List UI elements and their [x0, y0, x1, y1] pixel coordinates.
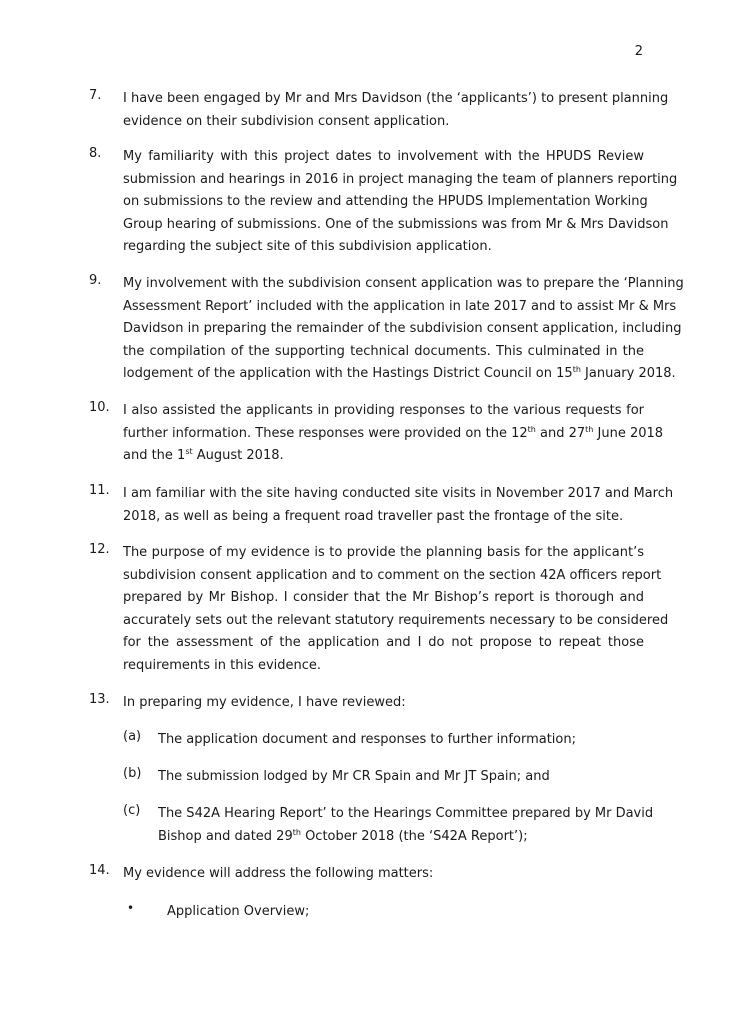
text-line: regarding the subject site of this subdivision application. [123, 239, 492, 255]
text-line: I also assisted the applicants in providing responses to the various requests for [123, 403, 644, 418]
sub-item-label: (c) [123, 803, 141, 818]
text-line-sup: and the 1st August 2018. [123, 447, 284, 464]
text-line: requirements in this evidence. [123, 657, 322, 673]
paragraph-text [123, 88, 669, 133]
bullet-symbol: • [127, 901, 135, 915]
text-line: In preparing my evidence, I have reviewed: [123, 695, 406, 710]
text-line: subdivision consent application and to comment on the section 42A officers report [123, 567, 662, 583]
text-line: The purpose of my evidence is to provide the planning basis for the applicant’s [123, 545, 644, 560]
paragraph-number: 7. [89, 88, 102, 103]
text-line: for the assessment of the application and I do not propose to repeat those [123, 635, 644, 651]
text-line: I am familiar with the site having conducted site visits in November 2017 and March [123, 486, 674, 501]
text-line: My familiarity with this project dates to involvement with the HPUDS Review [123, 149, 644, 164]
text-line: on submissions to the review and attending the HPUDS Implementation Working [123, 194, 648, 210]
paragraph-number: 10. [89, 400, 110, 415]
paragraph-number: 11. [89, 483, 110, 498]
text-line: 2018, as well as being a frequent road traveller past the frontage of the site. [123, 508, 624, 524]
paragraph-text [123, 483, 674, 528]
text-line: My involvement with the subdivision consent application was to prepare the ‘Planning [123, 276, 684, 291]
text-line: I have been engaged by Mr and Mrs Davidson (the ‘applicants’) to present planning [123, 91, 669, 106]
bullet-text [167, 901, 644, 924]
paragraph-text [123, 400, 664, 468]
sub-item-label: (b) [123, 766, 142, 781]
text-line: prepared by Mr Bishop. I consider that the Mr Bishop’s report is thorough and [123, 590, 644, 606]
paragraph-number: 12. [89, 542, 110, 557]
text-line: The application document and responses to further information; [158, 732, 576, 747]
paragraph-text [123, 146, 678, 259]
page-number: 2 [634, 44, 643, 59]
text-line: The S42A Hearing Report’ to the Hearings Committee prepared by Mr David [158, 806, 654, 821]
text-line: Davidson in preparing the remainder of the subdivision consent application, including [123, 321, 682, 337]
text-line: Assessment Report’ included with the application in late 2017 and to assist Mr & Mrs [123, 298, 677, 314]
text-line-sup: Bishop and dated 29th October 2018 (the ‘S42A Report’); [158, 827, 528, 844]
sub-item-label: (a) [123, 729, 142, 744]
text-line: evidence on their subdivision consent application. [123, 113, 450, 129]
text-line: submission and hearings in 2016 in project managing the team of planners reporting [123, 171, 678, 187]
paragraph-text [123, 863, 644, 886]
text-line-sup: further information. These responses were provided on the 12th and 27th June 2018 [123, 424, 664, 441]
text-line: the compilation of the supporting technical documents. This culminated in the [123, 343, 644, 359]
paragraph-number: 9. [89, 273, 102, 288]
text-line: Group hearing of submissions. One of the submissions was from Mr & Mrs Davidson [123, 216, 669, 232]
paragraph-text [123, 273, 684, 386]
sub-item-text [158, 729, 644, 752]
text-line: accurately sets out the relevant statutory requirements necessary to be considered [123, 612, 669, 628]
text-line: My evidence will address the following matters: [123, 866, 434, 881]
paragraph-text [123, 542, 669, 678]
sub-item-text [158, 766, 644, 789]
text-line: Application Overview; [167, 904, 310, 919]
paragraph-number: 8. [89, 146, 102, 161]
paragraph-number: 13. [89, 692, 110, 707]
text-line: The submission lodged by Mr CR Spain and Mr JT Spain; and [158, 769, 550, 784]
sub-item-text [158, 803, 654, 848]
text-line-sup: lodgement of the application with the Hastings District Council on 15th January 2018. [123, 365, 676, 382]
paragraph-number: 14. [89, 863, 110, 878]
paragraph-text [123, 692, 644, 715]
